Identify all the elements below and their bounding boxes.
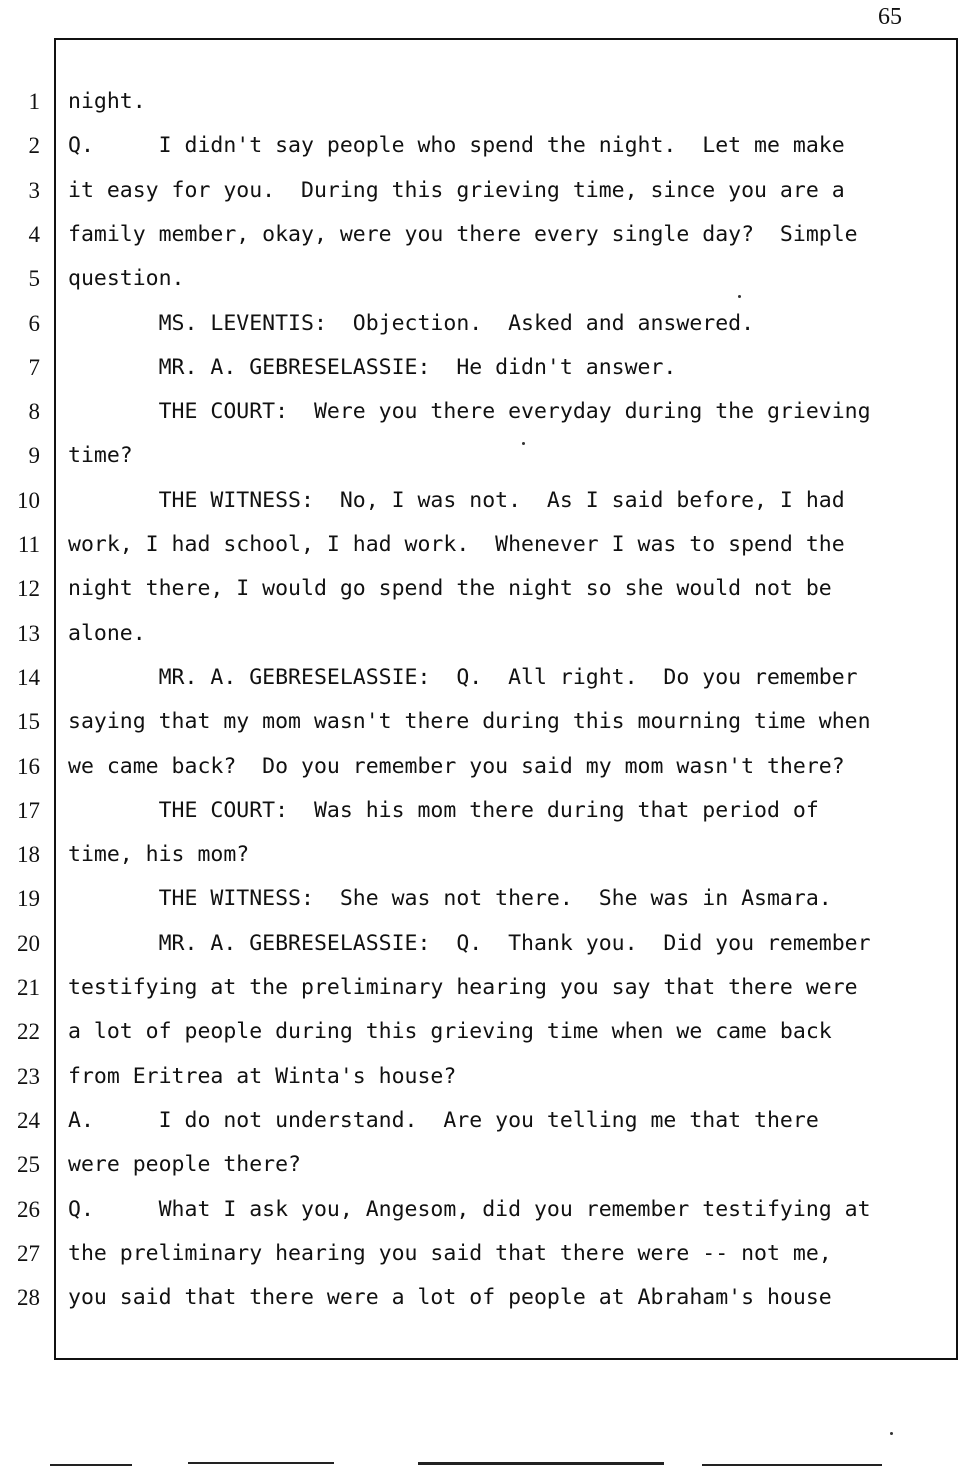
transcript-line: alone. [68, 621, 146, 646]
footer-rule-2 [188, 1462, 334, 1464]
transcript-line: the preliminary hearing you said that there were -- not me, [68, 1241, 832, 1266]
footer-rule-3 [418, 1462, 664, 1465]
line-number: 15 [17, 709, 40, 734]
line-number: 5 [28, 266, 40, 291]
transcript-line: MS. LEVENTIS: Objection. Asked and answered. [68, 311, 755, 336]
line-number: 19 [17, 886, 40, 911]
line-number: 28 [17, 1285, 40, 1310]
transcript-line: question. [68, 266, 185, 291]
line-number: 21 [17, 975, 40, 1000]
transcript-line: time, his mom? [68, 842, 250, 867]
transcript-line: night there, I would go spend the night so she would not be [68, 576, 832, 601]
line-number: 23 [17, 1064, 40, 1089]
transcript-line: MR. A. GEBRESELASSIE: Q. All right. Do you remember [68, 665, 858, 690]
transcript-line: testifying at the preliminary hearing you say that there were [68, 975, 858, 1000]
line-number: 2 [28, 133, 40, 158]
line-number: 6 [28, 311, 40, 336]
transcript-line: THE COURT: Were you there everyday during the grieving [68, 399, 871, 424]
page-number: 65 [878, 4, 902, 30]
transcript-line: we came back? Do you remember you said my mom wasn't there? [68, 754, 845, 779]
line-number: 25 [17, 1152, 40, 1177]
transcript-line: family member, okay, were you there every single day? Simple [68, 222, 858, 247]
footer-rule-1 [50, 1464, 132, 1466]
transcript-line: from Eritrea at Winta's house? [68, 1064, 457, 1089]
line-number: 8 [28, 399, 40, 424]
transcript-line: MR. A. GEBRESELASSIE: He didn't answer. [68, 355, 677, 380]
line-number: 9 [28, 443, 40, 468]
transcript-line: you said that there were a lot of people at Abraham's house [68, 1285, 832, 1310]
line-number: 17 [17, 798, 40, 823]
transcript-line: work, I had school, I had work. Whenever I was to spend the [68, 532, 845, 557]
line-number: 20 [17, 931, 40, 956]
footer-rule-4 [702, 1464, 882, 1466]
line-number: 14 [17, 665, 40, 690]
line-number: 16 [17, 754, 40, 779]
transcript-line: THE WITNESS: No, I was not. As I said before, I had [68, 488, 845, 513]
transcript-line: time? [68, 443, 133, 468]
transcript-line: Q. I didn't say people who spend the night. Let me make [68, 133, 845, 158]
transcript-line: MR. A. GEBRESELASSIE: Q. Thank you. Did you remember [68, 931, 871, 956]
line-number: 13 [17, 621, 40, 646]
transcript-line: THE WITNESS: She was not there. She was in Asmara. [68, 886, 832, 911]
transcript-line: THE COURT: Was his mom there during that period of [68, 798, 819, 823]
scan-speck [890, 1432, 893, 1435]
line-number: 3 [28, 178, 40, 203]
scan-speck [738, 295, 741, 298]
transcript-line: Q. What I ask you, Angesom, did you remember testifying at [68, 1197, 871, 1222]
transcript-line: were people there? [68, 1152, 301, 1177]
line-number: 4 [28, 222, 40, 247]
transcript-line: it easy for you. During this grieving time, since you are a [68, 178, 845, 203]
line-number: 11 [17, 532, 40, 557]
line-number: 7 [28, 355, 40, 380]
line-number: 27 [17, 1241, 40, 1266]
scan-speck [522, 442, 525, 445]
line-number: 22 [17, 1019, 40, 1044]
transcript-line: saying that my mom wasn't there during this mourning time when [68, 709, 871, 734]
line-number: 26 [17, 1197, 40, 1222]
line-number: 18 [17, 842, 40, 867]
transcript-line: A. I do not understand. Are you telling me that there [68, 1108, 819, 1133]
line-number: 10 [17, 488, 40, 513]
line-number: 1 [28, 89, 40, 114]
transcript-line: night. [68, 89, 146, 114]
line-number: 24 [17, 1108, 40, 1133]
line-number: 12 [17, 576, 40, 601]
transcript-line: a lot of people during this grieving time when we came back [68, 1019, 832, 1044]
